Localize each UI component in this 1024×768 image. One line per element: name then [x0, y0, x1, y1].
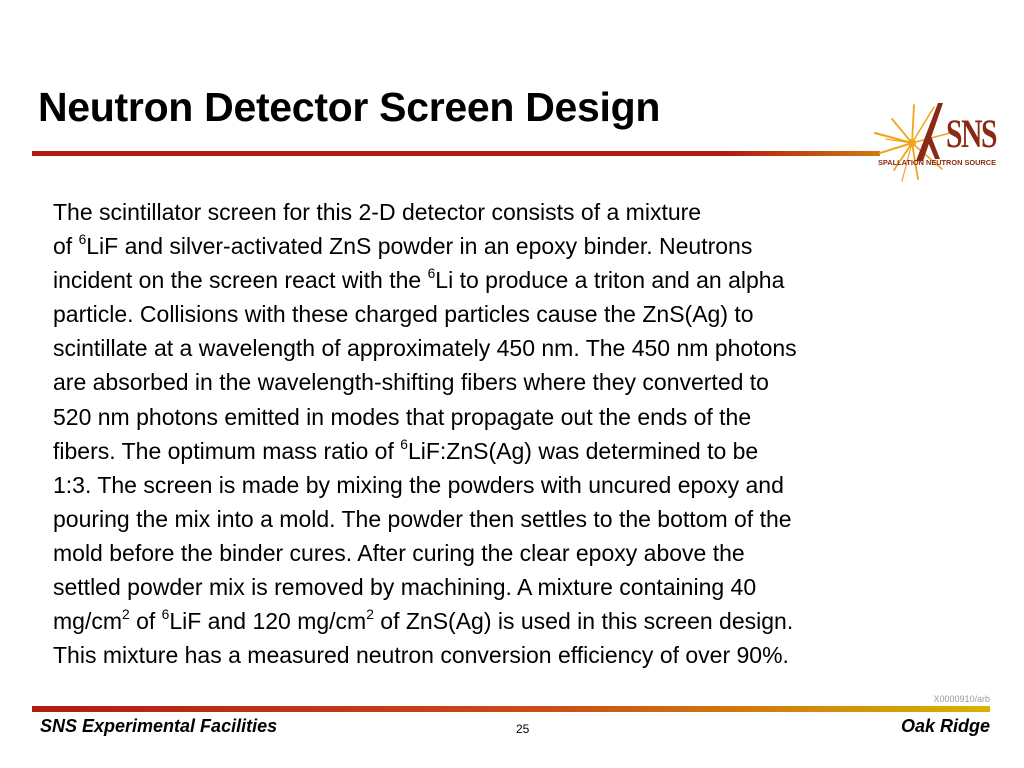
body-line: of $^6$LiF and silver-activated ZnS powder in an epoxy binder. Neutrons: [53, 232, 753, 260]
body-line: are absorbed in the wavelength-shifting fibers where they converted to: [53, 369, 769, 396]
body-line: mold before the binder cures. After curing the clear epoxy above the: [53, 539, 745, 566]
logo-subtitle: SPALLATION NEUTRON SOURCE: [878, 160, 997, 167]
footer-left-label: SNS Experimental Facilities: [40, 716, 278, 736]
slide-title: Neutron Detector Screen Design: [38, 84, 661, 130]
body-line: pouring the mix into a mold. The powder then settles to the bottom of the: [53, 505, 792, 532]
burst-core: [908, 139, 916, 147]
lambda-mark: [916, 103, 943, 161]
sns-logo: [872, 95, 997, 185]
footer-right-label: Oak Ridge: [900, 716, 990, 736]
body-line: incident on the screen react with the $^6$Li to produce a triton and an alpha: [53, 266, 785, 294]
body-line: particle. Collisions with these charged particles cause the ZnS(Ag) to: [53, 301, 754, 328]
reference-code: X0000910/arb: [933, 694, 990, 704]
body-line: The scintillator screen for this 2-D detector consists of a mixture: [53, 199, 702, 225]
body-line: 1:3. The screen is made by mixing the powders with uncured epoxy and: [53, 471, 784, 498]
body-line: settled powder mix is removed by machining. A mixture containing 40: [53, 574, 757, 601]
page-number: 25: [516, 722, 530, 736]
body-line: This mixture has a measured neutron conversion efficiency of over 90%.: [53, 642, 789, 669]
body-paragraph: [53, 195, 983, 672]
body-line: scintillate at a wavelength of approximately 450 nm. The 450 nm photons: [53, 335, 797, 362]
title-divider: [32, 151, 880, 156]
body-line: fibers. The optimum mass ratio of $^6$LiF:ZnS(Ag) was determined to be: [53, 436, 759, 464]
body-line: $mg/cm^2$ of $^6$LiF and 120 $mg/cm^2$ of ZnS(Ag) is used in this screen design.: [53, 607, 794, 635]
logo-text: SNS: [946, 111, 997, 156]
body-line: 520 nm photons emitted in modes that propagate out the ends of the: [53, 403, 752, 430]
footer-divider: [32, 706, 990, 712]
